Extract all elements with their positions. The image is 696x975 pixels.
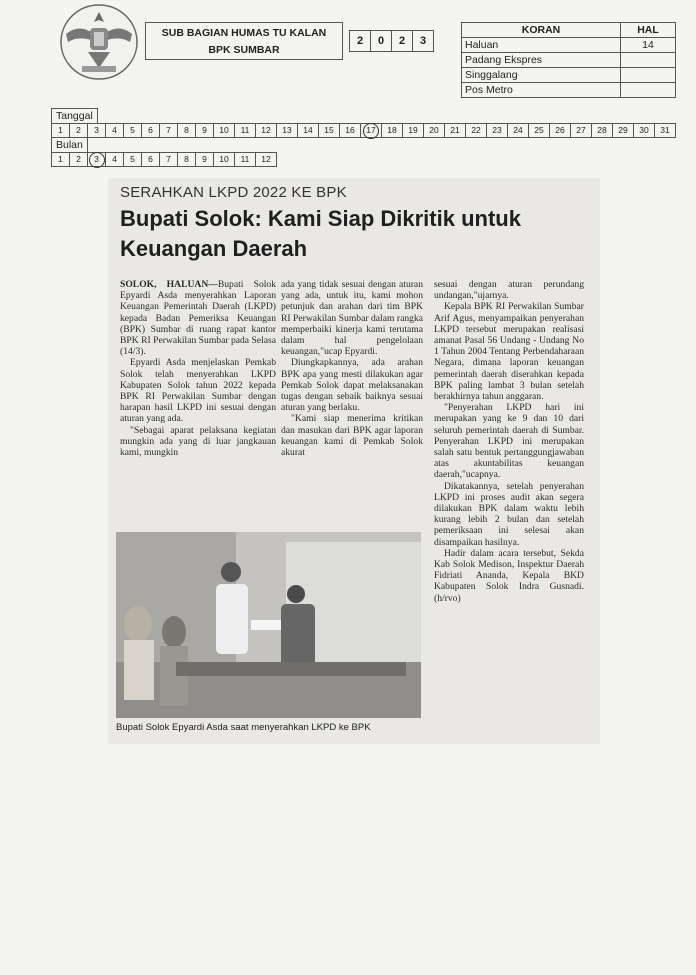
tanggal-cell (360, 123, 382, 138)
tanggal-row (52, 123, 676, 138)
tanggal-number: 2 (76, 125, 81, 135)
tanggal-number: 30 (639, 125, 649, 135)
garuda-emblem-icon (58, 2, 140, 82)
tanggal-cell (612, 123, 634, 138)
tanggal-number: 10 (219, 125, 229, 135)
tanggal-cell (402, 123, 424, 138)
tanggal-number: 5 (130, 125, 135, 135)
tanggal-cell (339, 123, 361, 138)
tanggal-cell (297, 123, 319, 138)
article-column-1 (120, 279, 276, 458)
tanggal-number: 21 (450, 125, 460, 135)
tanggal-number: 9 (202, 125, 207, 135)
bulan-cell (213, 152, 235, 167)
year-digit: 3 (412, 30, 434, 52)
bulan-cell (105, 152, 124, 167)
bulan-number: 11 (240, 154, 250, 164)
bulan-number: 5 (130, 154, 135, 164)
office-line2: BPK SUMBAR (208, 44, 280, 56)
paragraph: Bupati Solok Epyardi Asda menyerahkan Laporan Keuangan Pemerintah Daerah (LKPD) kepada Badan Pemeriksa Keuangan (BPK) Sumbar di ruang rapat kantor BPK RI Perwakilan Sumbar pada Selasa (14/3). (120, 279, 276, 358)
bulan-cell (69, 152, 88, 167)
tanggal-cell (444, 123, 466, 138)
tanggal-number: 26 (555, 125, 565, 135)
bulan-cell (195, 152, 214, 167)
tanggal-number: 24 (513, 125, 523, 135)
tanggal-number: 16 (345, 125, 355, 135)
tanggal-cell (123, 123, 142, 138)
paragraph: "Kami siap menerima kritikan dan masukan dari BPK agar laporan keuangan kami di Pemkab Solok akurat (281, 413, 423, 459)
paragraph: Hadir dalam acara tersebut, Sekda Kab Solok Medison, Inspektur Daerah Fidriati Ananda, Kepala BKD Kabupaten Solok Indra Gusnadi.(h/rvo) (434, 547, 584, 604)
office-label-box (145, 22, 343, 60)
photo-caption: Bupati Solok Epyardi Asda saat menyerahkan LKPD ke BPK (116, 722, 371, 733)
year-digit: 2 (349, 30, 371, 52)
bulan-number: 4 (112, 154, 117, 164)
paragraph: Dikatakannya, setelah penyerahan LKPD ini proses audit akan segera dilakukan BPK dalam waktu lebih kurang lebih 2 bulan dan setelah pemeriksaan ini selesai akan disampaikan hasilnya. (434, 480, 584, 548)
paper-hal: 14 (621, 38, 676, 53)
tanggal-number: 1 (58, 125, 63, 135)
paper-name: Padang Ekspres (462, 53, 621, 68)
article-kicker: SERAHKAN LKPD 2022 KE BPK (120, 184, 347, 201)
tanggal-number: 3 (94, 125, 99, 135)
tanggal-cell (276, 123, 298, 138)
paragraph: Kepala BPK RI Perwakilan Sumbar Arif Agus, menyampaikan penyerahan LKPD tersebut merupakan realisasi amanat Pasal 56 Undang - Undang No 1 Tahun 2004 Tentang Perbendaharaan Negara, dimana laporan keuangan pemerintah daerah diserahkan kepada BPK paling lambat 3 bulan setelah berakhirnya tahun anggaran. (434, 301, 584, 403)
bulan-label: Bulan (51, 137, 88, 152)
tanggal-number: 31 (660, 125, 670, 135)
tanggal-cell (255, 123, 277, 138)
bulan-number: 7 (166, 154, 171, 164)
tanggal-cell (381, 123, 403, 138)
paper-hal (621, 83, 676, 98)
year-boxes (350, 30, 434, 52)
tanggal-number: 4 (112, 125, 117, 135)
tanggal-cell (318, 123, 340, 138)
tanggal-number: 7 (166, 125, 171, 135)
paragraph: ada yang tidak sesuai dengan aturan yang ada, untuk itu, kami mohon petunjuk dan arahan dari tim BPK RI Perwakilan Sumbar dalam rangka memperbaiki kinerja kami terutama dalam hal pengelolaan keuangan,"ucap Epyardi. (281, 279, 423, 358)
tanggal-cell (570, 123, 592, 138)
bulan-cell (87, 152, 106, 167)
tanggal-cell (159, 123, 178, 138)
tanggal-number: 14 (303, 125, 313, 135)
tanggal-cell (105, 123, 124, 138)
tanggal-number: 27 (576, 125, 586, 135)
article-headline: Bupati Solok: Kami Siap Dikritik untuk Keuangan Daerah (120, 206, 521, 261)
paper-name: Haluan (462, 38, 621, 53)
tanggal-number: 28 (597, 125, 607, 135)
tanggal-number: 11 (240, 125, 250, 135)
tanggal-cell (213, 123, 235, 138)
bulan-cell (255, 152, 277, 167)
tanggal-number: 13 (282, 125, 292, 135)
tanggal-number: 6 (148, 125, 153, 135)
tanggal-cell (633, 123, 655, 138)
tanggal-label: Tanggal (51, 108, 98, 123)
bulan-number: 6 (148, 154, 153, 164)
tanggal-cell (195, 123, 214, 138)
tanggal-number: 20 (429, 125, 439, 135)
tanggal-number: 12 (261, 125, 271, 135)
paragraph: Epyardi Asda menjelaskan Pemkab Solok telah menyerahkan LKPD Kabupaten Solok tahun 2022 kepada BPK RI Perwakilan Sumbar dengan harapan hasil LKPD ini sesuai dengan aturan yang ada. (120, 357, 276, 425)
article-column-3 (434, 279, 584, 604)
article-photo (116, 532, 421, 718)
bulan-number: 1 (58, 154, 63, 164)
paragraph: Diungkapkannya, ada arahan BPK apa yang mesti dilakukan agar Pemkab Solok dapat melaksanakan tugas dengan sebaik baiknya sesuai aturan yang berlaku. (281, 357, 423, 414)
bulan-number: 2 (76, 154, 81, 164)
paragraph: "Penyerahan LKPD hari ini merupakan yang ke 9 dan 10 dari seluruh pemerintah daerah di Sumbar. Penyerahan LKPD ini merupakan salah satu bentuk pertanggungjawaban atas akuntabilitas keuangan daerah,"ucapnya. (434, 402, 584, 481)
tanggal-cell (507, 123, 529, 138)
bulan-number: 12 (261, 154, 271, 164)
office-line1: SUB BAGIAN HUMAS TU KALAN (161, 27, 327, 39)
year-digit: 2 (391, 30, 413, 52)
article-column-2 (281, 279, 423, 458)
bulan-cell (51, 152, 70, 167)
tanggal-cell (465, 123, 487, 138)
tanggal-number: 19 (408, 125, 418, 135)
tanggal-cell (51, 123, 70, 138)
tanggal-cell (423, 123, 445, 138)
bulan-cell (177, 152, 196, 167)
tanggal-number: 18 (387, 125, 397, 135)
tanggal-cell (654, 123, 676, 138)
paper-hal (621, 53, 676, 68)
newspaper-table (461, 22, 676, 98)
paragraph: "Sebagai aparat pelaksana kegiatan mungkin ada yang di luar jangkauan kami, mungkin (120, 424, 276, 459)
bulan-cell (141, 152, 160, 167)
bulan-number: 3 (94, 154, 99, 164)
paragraph: sesuai dengan aturan perundang undangan,"ujarnya. (434, 279, 584, 302)
article-dateline: SOLOK, HALUAN— (120, 279, 218, 290)
bulan-row (52, 152, 277, 167)
bulan-cell (123, 152, 142, 167)
tanggal-cell (177, 123, 196, 138)
tanggal-number: 23 (492, 125, 502, 135)
bulan-cell (159, 152, 178, 167)
selected-circle (363, 123, 379, 139)
paper-hal (621, 68, 676, 83)
bulan-cell (234, 152, 256, 167)
tanggal-number: 17 (366, 125, 376, 135)
tanggal-number: 22 (471, 125, 481, 135)
tanggal-cell (528, 123, 550, 138)
table-row (462, 68, 676, 83)
tanggal-cell (69, 123, 88, 138)
table-row (462, 53, 676, 68)
tanggal-number: 15 (324, 125, 334, 135)
tanggal-cell (234, 123, 256, 138)
tanggal-number: 29 (618, 125, 628, 135)
table-row (462, 83, 676, 98)
hal-header: HAL (621, 23, 676, 38)
bulan-number: 9 (202, 154, 207, 164)
bulan-number: 8 (184, 154, 189, 164)
year-digit: 0 (370, 30, 392, 52)
bulan-number: 10 (219, 154, 229, 164)
paper-name: Pos Metro (462, 83, 621, 98)
selected-circle (89, 152, 105, 168)
tanggal-cell (87, 123, 106, 138)
paper-name: Singgalang (462, 68, 621, 83)
table-row (462, 38, 676, 53)
tanggal-number: 8 (184, 125, 189, 135)
tanggal-cell (486, 123, 508, 138)
tanggal-cell (591, 123, 613, 138)
tanggal-number: 25 (534, 125, 544, 135)
tanggal-cell (141, 123, 160, 138)
koran-header: KORAN (462, 23, 621, 38)
tanggal-cell (549, 123, 571, 138)
